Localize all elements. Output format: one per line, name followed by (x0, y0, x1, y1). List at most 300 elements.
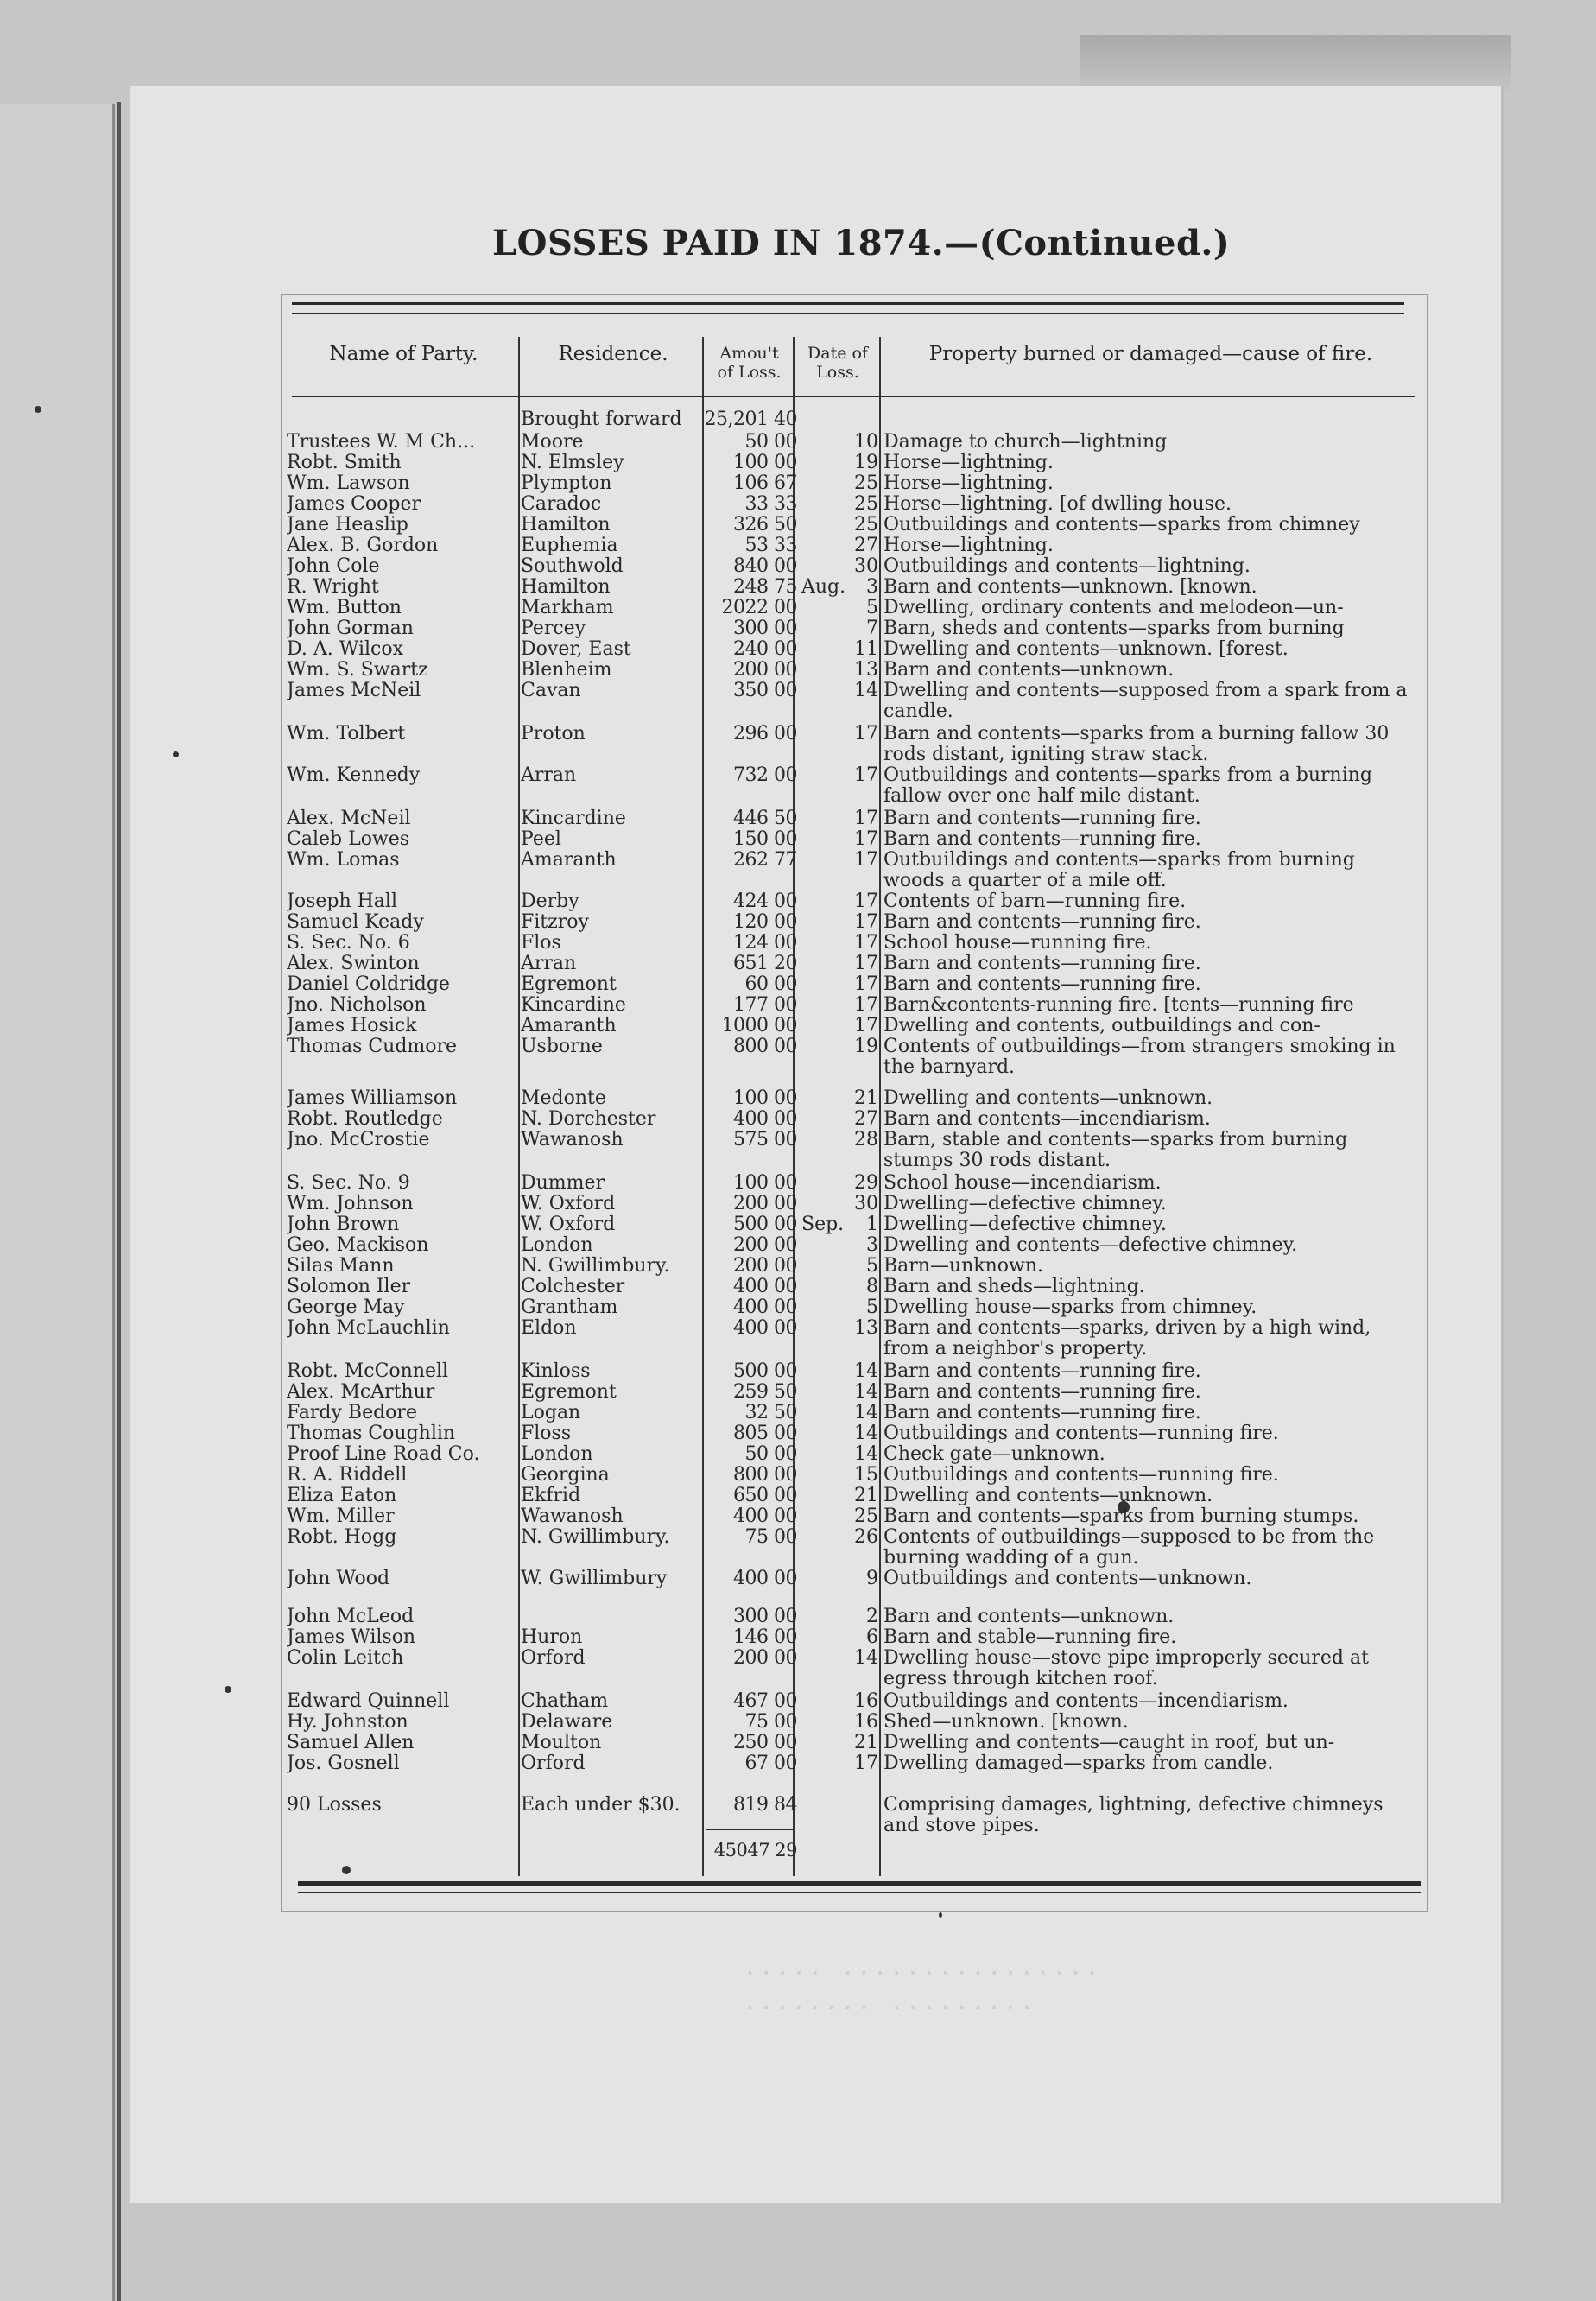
property-cause: Contents of outbuildings—supposed to be from the burning wadding of a gun. (884, 1526, 1375, 1569)
residence: Kinloss (521, 1361, 591, 1382)
party-name: R. A. Riddell (287, 1465, 408, 1486)
party-name: John Cole (287, 556, 380, 577)
ink-speck (225, 1686, 231, 1693)
property-cause: Outbuildings and contents—sparks from burning woods a quarter of a mile off. (884, 849, 1355, 891)
party-name: Edward Quinnell (287, 1691, 450, 1712)
party-name: Samuel Keady (287, 912, 424, 933)
loss-day: 16 (854, 1690, 878, 1712)
header-amount-1: Amou't (719, 344, 779, 363)
loss-amount: 250 00 (733, 1732, 797, 1753)
loss-amount: 819 84 (733, 1794, 797, 1816)
residence: Blenheim (521, 660, 612, 681)
loss-day: 17 (854, 723, 878, 745)
loss-amount: 120 00 (733, 911, 797, 933)
loss-amount: 33 33 (744, 493, 797, 515)
property-cause: Barn and contents—unknown. (884, 659, 1175, 681)
property-cause: Barn and contents—running fire. (884, 808, 1201, 829)
property-cause: Barn and contents—running fire. (884, 1381, 1201, 1403)
loss-amount: 400 00 (733, 1568, 797, 1589)
bottom-rule-thin (298, 1892, 1421, 1893)
residence: Flos (521, 933, 561, 954)
property-cause: Damage to church—lightning (884, 431, 1168, 453)
residence: W. Oxford (521, 1194, 616, 1214)
residence: W. Oxford (521, 1214, 616, 1235)
property-cause: Barn and contents—sparks from a burning fallow 30 rods distant, igniting straw stack. (884, 723, 1390, 765)
property-cause: Horse—lightning. (884, 472, 1054, 494)
property-cause: Barn&contents-running fire. [tents—running fire (884, 994, 1354, 1016)
ink-speck (939, 1912, 942, 1918)
header-amount-2: of Loss. (717, 363, 782, 382)
property-cause: Dwelling and contents—unknown. (884, 1485, 1213, 1506)
party-name: Jos. Gosnell (287, 1753, 400, 1774)
loss-amount: 124 00 (733, 932, 797, 954)
loss-day: 14 (854, 680, 878, 701)
loss-day: 5 (866, 597, 878, 618)
party-name: Robt. McConnell (287, 1361, 449, 1382)
party-name: Robt. Routledge (287, 1109, 443, 1130)
loss-amount: 200 00 (733, 659, 797, 681)
residence: Logan (521, 1403, 581, 1423)
loss-amount: 60 00 (744, 973, 797, 995)
party-name: Robt. Hogg (287, 1527, 397, 1548)
loss-amount: 1000 00 (721, 1015, 797, 1036)
loss-day: 25 (854, 472, 878, 494)
loss-day: 6 (866, 1626, 878, 1648)
residence: Chatham (521, 1691, 609, 1712)
residence: Hamilton (521, 515, 611, 536)
residence: London (521, 1235, 593, 1256)
residence: Usborne (521, 1036, 603, 1057)
loss-day: 21 (854, 1732, 878, 1753)
loss-amount: 100 00 (733, 1172, 797, 1194)
property-cause: Barn—unknown. (884, 1255, 1044, 1277)
property-cause: Horse—lightning. (884, 535, 1054, 556)
party-name: Solomon Iler (287, 1277, 411, 1297)
party-name: Proof Line Road Co. (287, 1444, 480, 1465)
residence: Plympton (521, 473, 612, 494)
loss-amount: 106 67 (733, 472, 797, 494)
loss-day: 25 (854, 493, 878, 515)
party-name: Wm. Tolbert (287, 724, 406, 745)
property-cause: Outbuildings and contents—running fire. (884, 1423, 1279, 1444)
party-name: Alex. McArthur (287, 1382, 435, 1403)
col-divider-1 (518, 337, 520, 1876)
residence: Dummer (521, 1173, 605, 1194)
loss-day: 14 (854, 1423, 878, 1444)
loss-amount: 50 00 (744, 1443, 797, 1465)
property-cause: Horse—lightning. [of dwlling house. (884, 493, 1232, 515)
residence: Egremont (521, 974, 617, 995)
residence: Caradoc (521, 494, 602, 515)
property-cause: Dwelling and contents, outbuildings and con- (884, 1015, 1320, 1036)
property-cause: Barn and stable—running fire. (884, 1626, 1177, 1648)
loss-amount: 800 00 (733, 1036, 797, 1057)
property-cause: Dwelling, ordinary contents and melodeon—un- (884, 597, 1344, 618)
party-name: Thomas Cudmore (287, 1036, 458, 1057)
property-cause: Horse—lightning. (884, 452, 1054, 473)
loss-day: 30 (854, 1193, 878, 1214)
property-cause: School house—incendiarism. (884, 1172, 1162, 1194)
residence: Moulton (521, 1733, 602, 1753)
loss-day: 17 (854, 1015, 878, 1036)
party-name: Thomas Coughlin (287, 1423, 456, 1444)
loss-day: 13 (854, 659, 878, 681)
party-name: John Brown (287, 1214, 400, 1235)
loss-amount: 732 00 (733, 764, 797, 786)
party-name: Hy. Johnston (287, 1712, 408, 1733)
loss-amount: 500 00 (733, 1360, 797, 1382)
loss-amount: 200 00 (733, 1255, 797, 1277)
residence: Wawanosh (521, 1506, 624, 1527)
party-name: John Gorman (287, 618, 414, 639)
loss-day: 14 (854, 1443, 878, 1465)
party-name: James Wilson (287, 1627, 416, 1648)
property-cause: Barn, stable and contents—sparks from burning stumps 30 rods distant. (884, 1129, 1348, 1171)
loss-amount: 805 00 (733, 1423, 797, 1444)
loss-day: 5 (866, 1296, 878, 1318)
residence: Orford (521, 1753, 586, 1774)
party-name: S. Sec. No. 6 (287, 933, 410, 954)
residence: N. Gwillimbury. (521, 1527, 670, 1548)
party-name: Eliza Eaton (287, 1486, 397, 1506)
loss-amount: 150 00 (733, 828, 797, 850)
residence: London (521, 1444, 593, 1465)
loss-amount: 840 00 (733, 555, 797, 577)
property-cause: Barn and contents—unknown. (884, 1606, 1175, 1627)
property-cause: Barn and contents—running fire. (884, 1360, 1201, 1382)
property-cause: Dwelling and contents—defective chimney. (884, 1234, 1298, 1256)
loss-day: 17 (854, 911, 878, 933)
party-name: John McLauchlin (287, 1318, 450, 1339)
party-name: Alex. McNeil (287, 808, 411, 829)
header-residence: Residence. (558, 343, 668, 365)
party-name: Samuel Allen (287, 1733, 415, 1753)
residence: Cavan (521, 681, 581, 701)
loss-month: Sep. (801, 1214, 845, 1235)
party-name: Geo. Mackison (287, 1235, 429, 1256)
loss-amount: 500 00 (733, 1214, 797, 1235)
loss-amount: 300 00 (733, 1606, 797, 1627)
loss-day: 2 (866, 1606, 878, 1627)
loss-day: 13 (854, 1317, 878, 1339)
loss-day: 17 (854, 808, 878, 829)
residence: Amaranth (521, 1016, 617, 1036)
property-cause: Barn and contents—running fire. (884, 911, 1201, 933)
loss-day: 3 (866, 1234, 878, 1256)
loss-day: 19 (854, 452, 878, 473)
property-cause: Outbuildings and contents—unknown. (884, 1568, 1252, 1589)
party-name: James McNeil (287, 681, 421, 701)
loss-day: 17 (854, 973, 878, 995)
residence: Arran (521, 765, 577, 786)
residence: Orford (521, 1648, 586, 1669)
loss-amount: 651 20 (733, 953, 797, 974)
loss-amount: 400 00 (733, 1317, 797, 1339)
party-name: Joseph Hall (287, 891, 397, 912)
residence: Eldon (521, 1318, 577, 1339)
loss-amount: 300 00 (733, 618, 797, 639)
party-name: Caleb Lowes (287, 829, 410, 850)
property-cause: Barn and sheds—lightning. (884, 1276, 1145, 1297)
party-name: James Hosick (287, 1016, 417, 1036)
loss-day: 25 (854, 514, 878, 536)
residence: Grantham (521, 1297, 618, 1318)
loss-amount: 424 00 (733, 891, 797, 912)
loss-amount: 259 50 (733, 1381, 797, 1403)
property-cause: Dwelling house—stove pipe improperly secured at egress through kitchen roof. (884, 1647, 1369, 1689)
loss-amount: 800 00 (733, 1464, 797, 1486)
residence: Peel (521, 829, 561, 850)
loss-amount: 2022 00 (721, 597, 797, 618)
brought-forward-label: Brought forward (521, 409, 682, 430)
ink-speck (173, 751, 179, 757)
party-name: John Wood (287, 1569, 390, 1589)
loss-day: 27 (854, 1108, 878, 1130)
residence: Georgina (521, 1465, 610, 1486)
party-name: Fardy Bedore (287, 1403, 417, 1423)
property-cause: Outbuildings and contents—sparks from chimney (884, 514, 1360, 536)
residence: W. Gwillimbury (521, 1569, 668, 1589)
residence: Hamilton (521, 577, 611, 598)
loss-day: 3 (866, 576, 878, 598)
residence: Delaware (521, 1712, 613, 1733)
ink-speck (35, 406, 41, 413)
residence: Floss (521, 1423, 572, 1444)
loss-amount: 53 33 (744, 535, 797, 556)
property-cause: Dwelling and contents—supposed from a spark from a candle. (884, 680, 1408, 722)
loss-day: 10 (854, 431, 878, 453)
loss-amount: 200 00 (733, 1647, 797, 1669)
property-cause: Barn and contents—sparks, driven by a high wind, from a neighbor's property. (884, 1317, 1371, 1360)
residence: Huron (521, 1627, 583, 1648)
loss-day: 17 (854, 1753, 878, 1774)
residence: N. Gwillimbury. (521, 1256, 670, 1277)
property-cause: Dwelling—defective chimney. (884, 1214, 1167, 1235)
party-name: Silas Mann (287, 1256, 395, 1277)
party-name: D. A. Wilcox (287, 639, 403, 660)
loss-amount: 326 50 (733, 514, 797, 536)
residence: Dover, East (521, 639, 631, 660)
loss-day: 1 (866, 1214, 878, 1235)
residence: Moore (521, 432, 584, 453)
loss-amount: 200 00 (733, 1193, 797, 1214)
loss-amount: 177 00 (733, 994, 797, 1016)
residence: Proton (521, 724, 586, 745)
loss-day: 11 (854, 638, 878, 660)
residence: Kincardine (521, 995, 626, 1016)
residence: N. Dorchester (521, 1109, 656, 1130)
loss-amount: 75 00 (744, 1526, 797, 1548)
header-name: Name of Party. (329, 343, 478, 365)
property-cause: Dwelling damaged—sparks from candle. (884, 1753, 1274, 1774)
loss-amount: 575 00 (733, 1129, 797, 1150)
party-name: 90 Losses (287, 1795, 382, 1816)
property-cause: Barn and contents—sparks from burning stumps. (884, 1505, 1359, 1527)
loss-day: 8 (866, 1276, 878, 1297)
property-cause: Outbuildings and contents—sparks from a burning fallow over one half mile distant. (884, 764, 1372, 807)
party-name: Robt. Smith (287, 453, 402, 473)
loss-day: 25 (854, 1505, 878, 1527)
header-property: Property burned or damaged—cause of fire. (928, 343, 1373, 365)
header-rule (292, 396, 1415, 397)
brought-forward-amount: 25,201 40 (704, 409, 797, 430)
loss-day: 17 (854, 932, 878, 954)
party-name: S. Sec. No. 9 (287, 1173, 410, 1194)
loss-day: 16 (854, 1711, 878, 1733)
page-gutter (117, 102, 121, 2301)
party-name: Wm. Lawson (287, 473, 410, 494)
loss-day: 14 (854, 1360, 878, 1382)
loss-day: 21 (854, 1087, 878, 1109)
loss-amount: 650 00 (733, 1485, 797, 1506)
property-cause: School house—running fire. (884, 932, 1152, 954)
loss-amount: 296 00 (733, 723, 797, 745)
loss-amount: 467 00 (733, 1690, 797, 1712)
party-name: Alex. Swinton (287, 954, 420, 974)
loss-amount: 350 00 (733, 680, 797, 701)
header-date-2: Loss. (816, 363, 859, 382)
loss-day: 29 (854, 1172, 878, 1194)
residence: Fitzroy (521, 912, 589, 933)
grand-total: 45047 29 (713, 1840, 797, 1860)
property-cause: Dwelling and contents—caught in roof, but un- (884, 1732, 1335, 1753)
residence: Percey (521, 618, 586, 639)
loss-day: 21 (854, 1485, 878, 1506)
property-cause: Contents of outbuildings—from strangers smoking in the barnyard. (884, 1036, 1396, 1078)
loss-day: 17 (854, 891, 878, 912)
loss-amount: 75 00 (744, 1711, 797, 1733)
party-name: Alex. B. Gordon (287, 536, 439, 556)
party-name: Wm. S. Swartz (287, 660, 428, 681)
party-name: Jno. McCrostie (287, 1130, 430, 1150)
property-cause: Contents of barn—running fire. (884, 891, 1187, 912)
loss-day: 14 (854, 1402, 878, 1423)
loss-day: 5 (866, 1255, 878, 1277)
bleed-through-2: ........ ......... (743, 1987, 1036, 2015)
party-name: James Cooper (287, 494, 421, 515)
party-name: Colin Leitch (287, 1648, 404, 1669)
residence: Arran (521, 954, 577, 974)
party-name: Wm. Lomas (287, 850, 400, 871)
residence: Medonte (521, 1088, 606, 1109)
loss-day: 30 (854, 555, 878, 577)
residence: Ekfrid (521, 1486, 581, 1506)
residence: Each under $30. (521, 1795, 681, 1816)
property-cause: Barn and contents—running fire. (884, 828, 1201, 850)
residence: Euphemia (521, 536, 618, 556)
loss-amount: 146 00 (733, 1626, 797, 1648)
loss-day: 28 (854, 1129, 878, 1150)
loss-amount: 400 00 (733, 1108, 797, 1130)
total-rule (706, 1829, 793, 1830)
party-name: Wm. Miller (287, 1506, 395, 1527)
property-cause: Comprising damages, lightning, defective chimneys and stove pipes. (884, 1794, 1384, 1836)
loss-amount: 100 00 (733, 452, 797, 473)
party-name: Wm. Button (287, 598, 402, 618)
property-cause: Outbuildings and contents—running fire. (884, 1464, 1279, 1486)
ink-speck (342, 1866, 351, 1874)
loss-day: 17 (854, 764, 878, 786)
loss-amount: 400 00 (733, 1296, 797, 1318)
party-name: George May (287, 1297, 405, 1318)
loss-amount: 446 50 (733, 808, 797, 829)
property-cause: Barn and contents—running fire. (884, 1402, 1201, 1423)
loss-day: 17 (854, 828, 878, 850)
property-cause: Outbuildings and contents—lightning. (884, 555, 1251, 577)
property-cause: Barn and contents—running fire. (884, 973, 1201, 995)
party-name: Wm. Johnson (287, 1194, 414, 1214)
party-name: James Williamson (287, 1088, 458, 1109)
loss-amount: 100 00 (733, 1087, 797, 1109)
loss-month: Aug. (801, 576, 846, 598)
property-cause: Barn, sheds and contents—sparks from burning (884, 618, 1345, 639)
header-date-1: Date of (808, 344, 868, 363)
property-cause: Dwelling and contents—unknown. (884, 1087, 1213, 1109)
loss-day: 14 (854, 1381, 878, 1403)
property-cause: Dwelling—defective chimney. (884, 1193, 1167, 1214)
residence: Egremont (521, 1382, 617, 1403)
loss-day: 15 (854, 1464, 878, 1486)
party-name: Wm. Kennedy (287, 765, 421, 786)
residence: Amaranth (521, 850, 617, 871)
loss-amount: 262 77 (733, 849, 797, 871)
loss-day: 17 (854, 849, 878, 871)
loss-amount: 400 00 (733, 1276, 797, 1297)
residence: Colchester (521, 1277, 625, 1297)
loss-day: 17 (854, 994, 878, 1016)
loss-day: 17 (854, 953, 878, 974)
loss-day: 9 (866, 1568, 878, 1589)
property-cause: Barn and contents—unknown. [known. (884, 576, 1257, 598)
loss-amount: 32 50 (744, 1402, 797, 1423)
loss-day: 19 (854, 1036, 878, 1057)
party-name: Jno. Nicholson (287, 995, 427, 1016)
loss-amount: 240 00 (733, 638, 797, 660)
loss-amount: 50 00 (744, 431, 797, 453)
col-divider-4 (879, 337, 881, 1876)
property-cause: Shed—unknown. [known. (884, 1711, 1129, 1733)
loss-day: 26 (854, 1526, 878, 1548)
residence: Wawanosh (521, 1130, 624, 1150)
loss-day: 27 (854, 535, 878, 556)
residence: Kincardine (521, 808, 626, 829)
property-cause: Dwelling house—sparks from chimney. (884, 1296, 1257, 1318)
loss-day: 14 (854, 1647, 878, 1669)
page-title: LOSSES PAID IN 1874.—(Continued.) (492, 223, 1231, 263)
party-name: John McLeod (287, 1607, 415, 1627)
residence: Derby (521, 891, 580, 912)
property-cause: Outbuildings and contents—incendiarism. (884, 1690, 1289, 1712)
party-name: R. Wright (287, 577, 379, 598)
adjacent-page-strip (0, 104, 115, 2301)
party-name: Trustees W. M Ch... (287, 432, 476, 453)
loss-day: 7 (866, 618, 878, 639)
property-cause: Barn and contents—running fire. (884, 953, 1201, 974)
property-cause: Barn and contents—incendiarism. (884, 1108, 1211, 1130)
loss-amount: 248 75 (733, 576, 797, 598)
loss-amount: 67 00 (744, 1753, 797, 1774)
property-cause: Dwelling and contents—unknown. [forest. (884, 638, 1289, 660)
bleed-through-1: ..... ................ (743, 1952, 1101, 1981)
party-name: Daniel Coldridge (287, 974, 450, 995)
property-cause: Check gate—unknown. (884, 1443, 1105, 1465)
loss-amount: 400 00 (733, 1505, 797, 1527)
residence: N. Elmsley (521, 453, 624, 473)
bottom-rule-thick (298, 1881, 1421, 1886)
residence: Southwold (521, 556, 624, 577)
loss-amount: 200 00 (733, 1234, 797, 1256)
residence: Markham (521, 598, 614, 618)
